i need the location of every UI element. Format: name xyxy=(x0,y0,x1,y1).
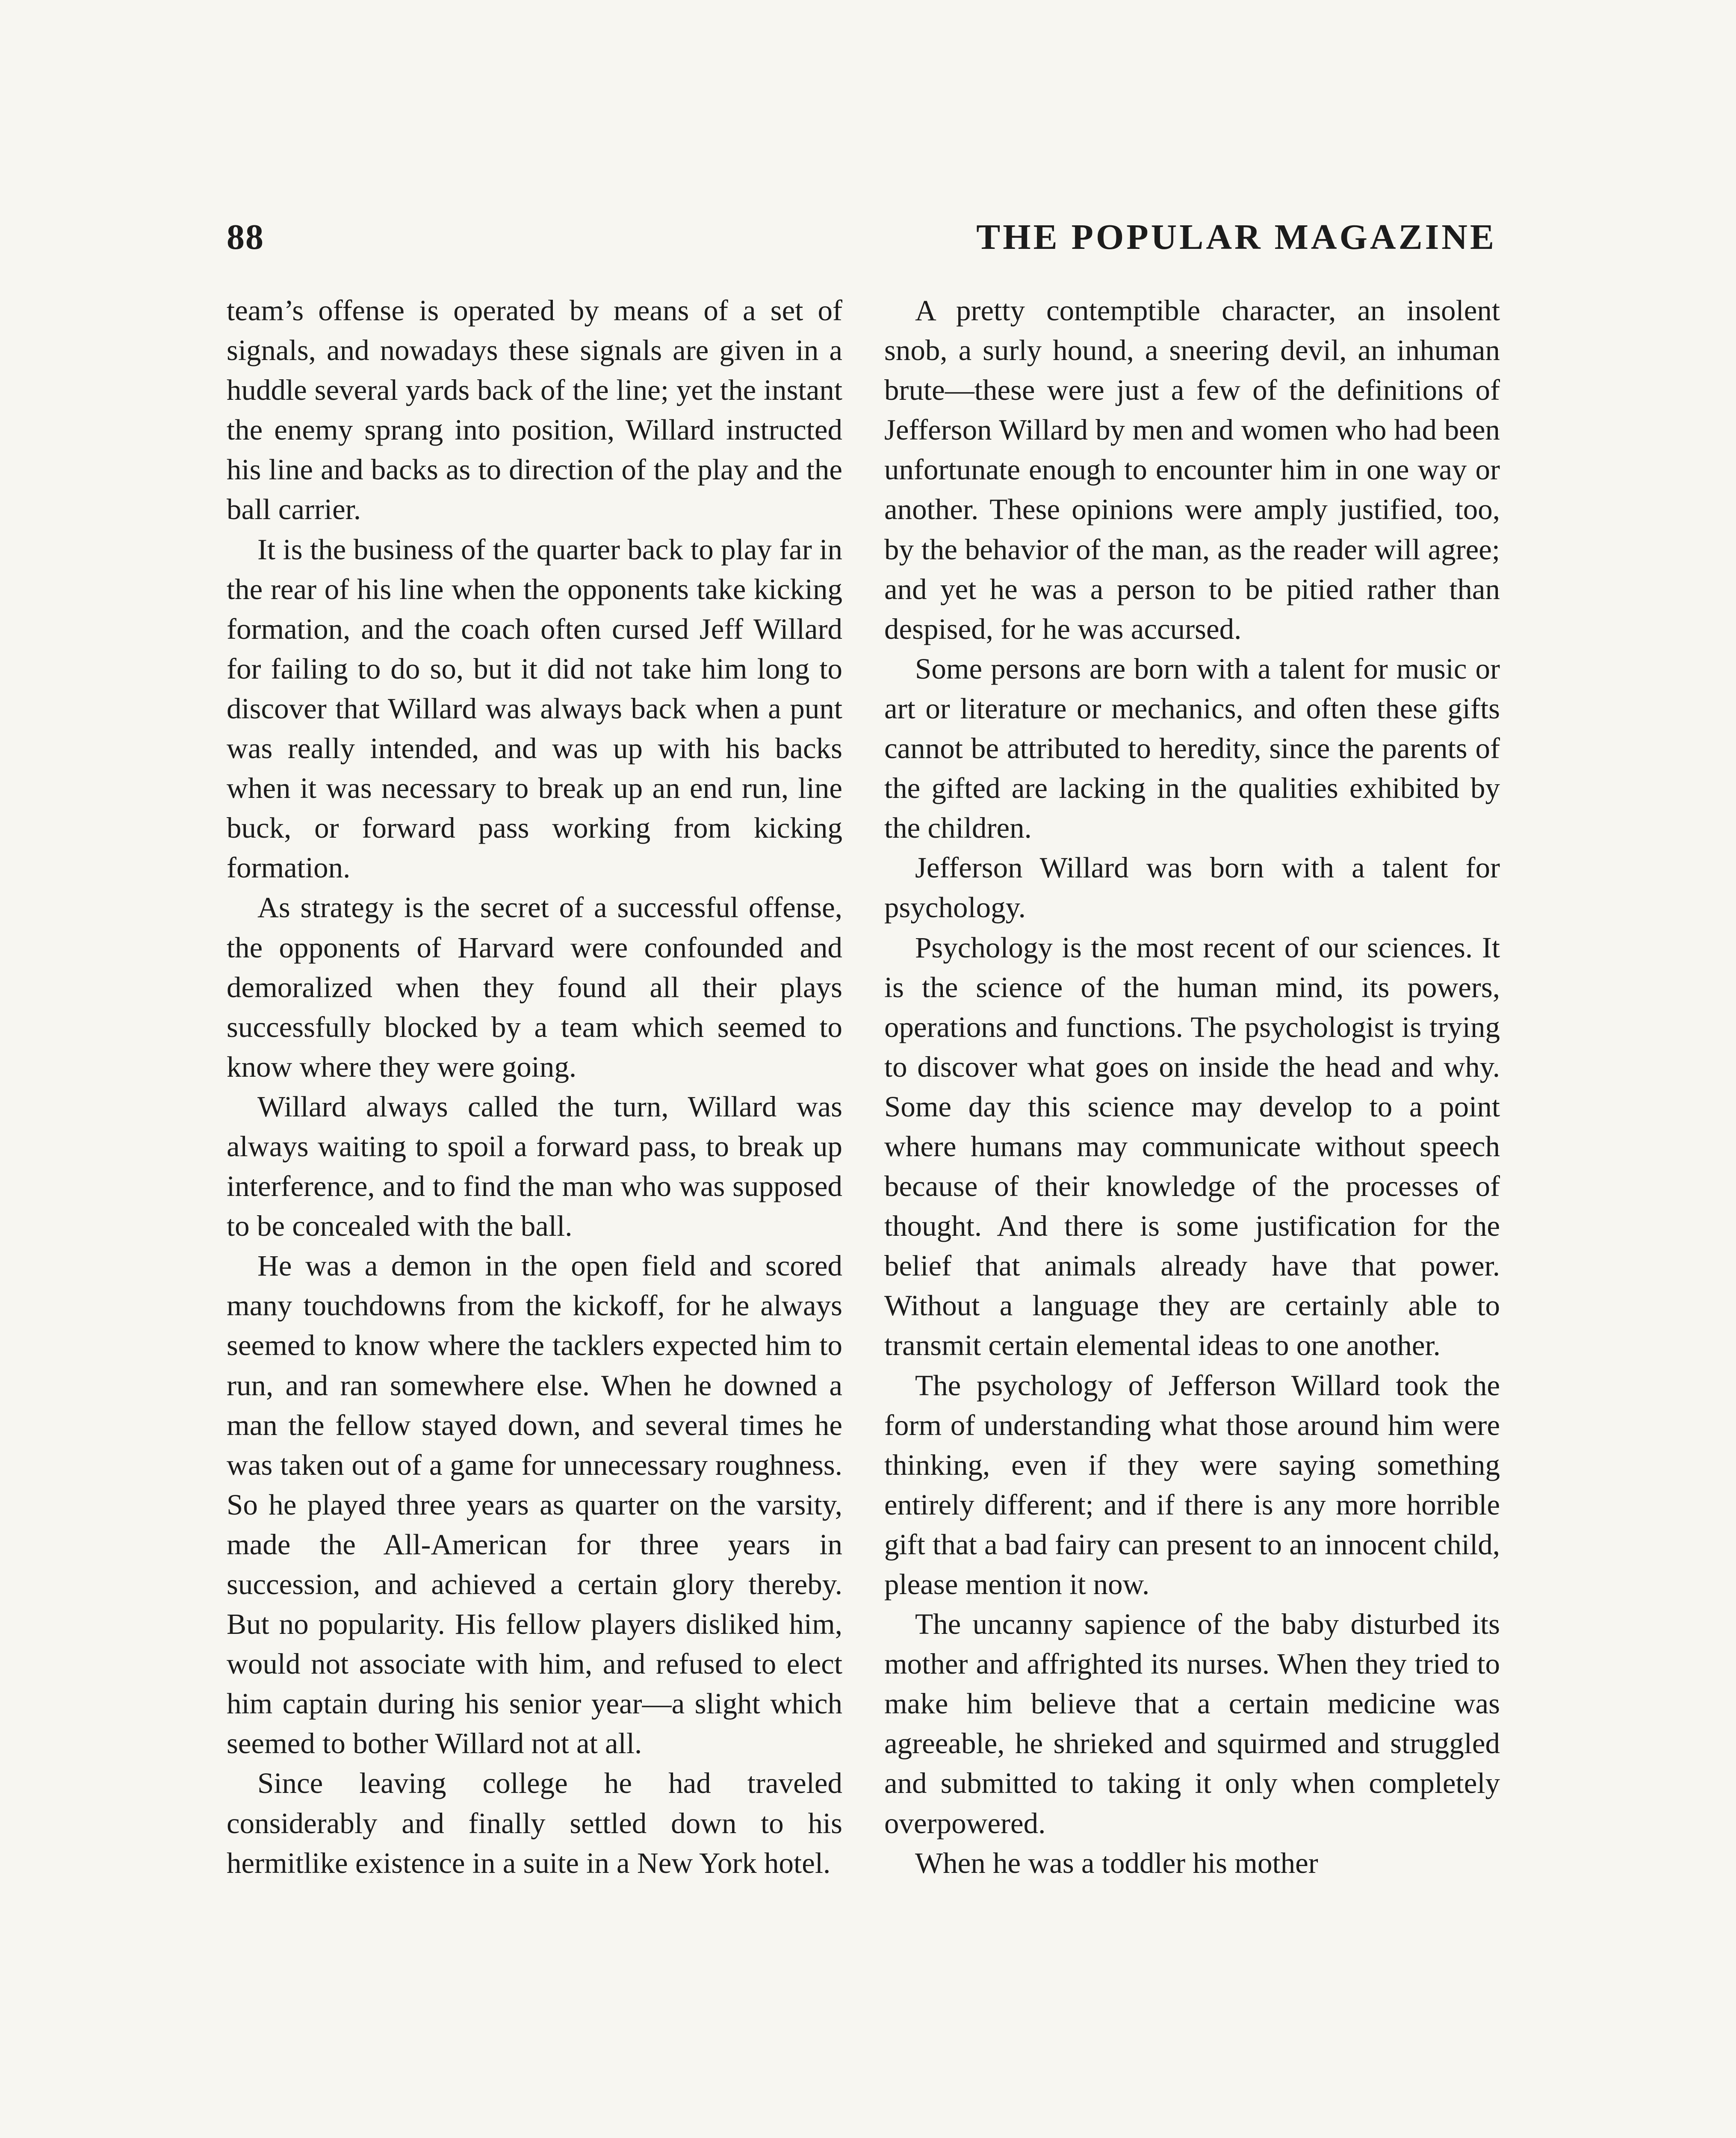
paragraph: Some persons are born with a talent for music or art or literature or mechanics, and often these gifts cannot be attributed to heredity, since the parents of the gifted are lacking in the qualities exhibited by the children. xyxy=(884,652,1500,845)
page-header xyxy=(227,214,1497,261)
running-title: THE POPULAR MAGAZINE xyxy=(976,217,1497,257)
paragraph: Since leaving college he had traveled considerably and finally settled down to his hermitlike existence in a suite in a New York hotel. xyxy=(227,1767,842,1879)
paragraph: Willard always called the turn, Willard was always waiting to spoil a forward pass, to break up interference, and to find the man who was supposed to be concealed with the ball. xyxy=(227,1090,842,1243)
paragraph: As strategy is the secret of a successful offense, the opponents of Harvard were confounded and demoralized when they found all their plays successfully blocked by a team which seemed to know where they were going. xyxy=(227,891,842,1083)
paragraph: Jefferson Willard was born with a talent for psychology. xyxy=(884,851,1500,924)
right-column xyxy=(884,291,1500,2138)
paragraph: When he was a toddler his mother xyxy=(915,1846,1318,1879)
paragraph: The psychology of Jefferson Willard took the form of understanding what those around him were thinking, even if they were saying something entirely different; and if there is any more horrible gift that a bad fairy can present to an innocent child, please mention it now. xyxy=(884,1369,1500,1601)
paragraph: A pretty contemptible character, an insolent snob, a surly hound, a sneering devil, an inhuman brute—these were just a few of the definitions of Jefferson Willard by men and women who had been unfortunate enough to encounter him in one way or another. These opinions were amply justified, too, by the behavior of the man, as the reader will agree; and yet he was a person to be pitied rather than despised, for he was accursed. xyxy=(884,294,1500,645)
paragraph: The uncanny sapience of the baby disturbed its mother and affrighted its nurses. When they tried to make him believe that a certain medicine was agreeable, he shrieked and squirmed and struggled and submitted to taking it only when completely overpowered. xyxy=(884,1608,1500,1840)
page-number: 88 xyxy=(227,217,264,257)
paragraph: Psychology is the most recent of our sciences. It is the science of the human mind, its powers, operations and functions. The psychologist is trying to discover what goes on inside the head and why. Some day this science may develop to a point where humans may communicate without speech because of their knowledge of the processes of thought. And there is some justification for the belief that animals already have that power. Without a language they are certainly able to transmit certain elemental ideas to one another. xyxy=(884,931,1500,1362)
paragraph: It is the business of the quarter back to play far in the rear of his line when the opponents take kicking formation, and the coach often cursed Jeff Willard for failing to do so, but it did not take him long to discover that Willard was always back when a punt was really intended, and was up with his backs when it was necessary to break up an end run, line buck, or forward pass working from kicking formation. xyxy=(227,533,842,884)
paragraph: He was a demon in the open field and scored many touchdowns from the kickoff, for he always seemed to know where the tacklers expected him to run, and ran somewhere else. When he downed a man the fellow stayed down, and several times he was taken out of a game for unnecessary roughness. So he played three years as quarter on the varsity, made the All-American for three years in succession, and achieved a certain glory thereby. But no popularity. His fellow players disliked him, would not associate with him, and refused to elect him captain during his senior year—a slight which seemed to bother Willard not at all. xyxy=(227,1249,842,1760)
paragraph: team’s offense is operated by means of a set of signals, and nowadays these signals are given in a huddle several yards back of the line; yet the instant the enemy sprang into position, Willard instructed his line and backs as to direction of the play and the ball carrier. xyxy=(227,294,842,526)
left-column xyxy=(227,291,842,2138)
